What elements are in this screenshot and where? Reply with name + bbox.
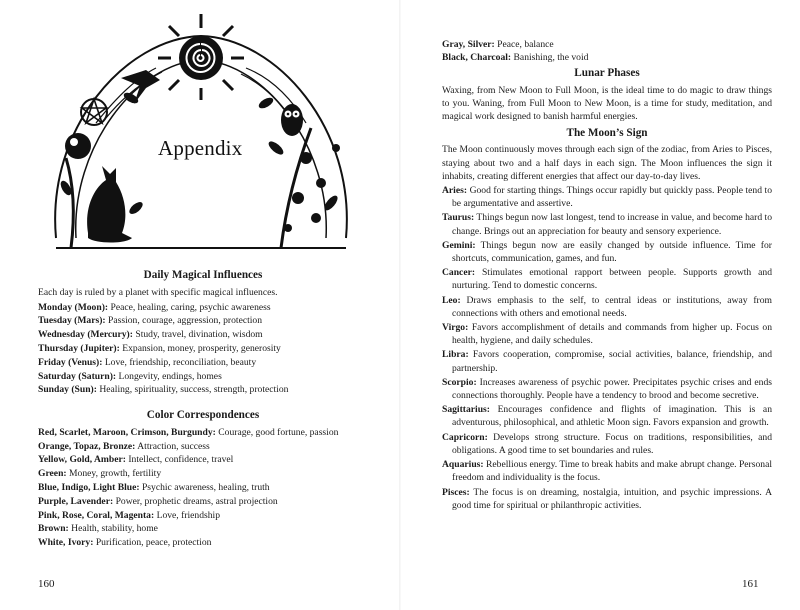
zodiac-item (442, 266, 772, 292)
day-label: Sunday (Sun): (38, 384, 97, 396)
lunar-phases-heading: Lunar Phases (574, 67, 640, 80)
zodiac-item (442, 403, 772, 429)
daily-list (38, 301, 368, 398)
zodiac-item (442, 376, 772, 402)
color-item (38, 522, 368, 536)
color-list (38, 426, 368, 550)
daily-influences-section (38, 266, 368, 397)
daily-influences-heading: Daily Magical Influences (143, 269, 263, 281)
color-correspondences-section (38, 406, 368, 550)
color-label: Yellow, Gold, Amber: (38, 454, 126, 466)
day-text: Passion, courage, aggression, protection (108, 315, 263, 327)
gray-black-list (442, 38, 772, 64)
day-item (38, 301, 368, 315)
day-text: Study, travel, divination, wisdom (135, 329, 263, 341)
zodiac-text: Things begun now last longest, tend to increase in value, and become hard to change. Brings out an appreciation for beauty and sensory experience. (452, 212, 772, 237)
color-label: Gray, Silver: (442, 39, 495, 50)
color-item (38, 509, 368, 523)
color-item (38, 481, 368, 495)
color-item (38, 426, 368, 440)
day-label: Friday (Venus): (38, 356, 103, 368)
zodiac-label: Virgo: (442, 322, 469, 334)
color-text: Money, growth, fertility (69, 468, 162, 480)
color-label: Orange, Topaz, Bronze: (38, 440, 136, 452)
zodiac-item (442, 486, 772, 512)
zodiac-label: Aries: (442, 185, 468, 197)
appendix-title: Appendix (158, 136, 243, 160)
page-number-right: 161 (742, 578, 759, 590)
color-item (38, 453, 368, 467)
color-label: Blue, Indigo, Light Blue: (38, 481, 140, 493)
day-item (38, 370, 368, 384)
zodiac-label: Sagittarius: (442, 404, 490, 416)
zodiac-item (442, 458, 772, 484)
day-label: Thursday (Jupiter): (38, 342, 120, 354)
day-item (38, 342, 368, 356)
color-item (442, 51, 772, 64)
day-text: Expansion, money, prosperity, generosity (122, 342, 281, 354)
zodiac-label: Taurus: (442, 212, 475, 224)
zodiac-label: Capricorn: (442, 431, 488, 443)
color-item (38, 536, 368, 550)
owl-icon (281, 104, 303, 136)
day-item (38, 383, 368, 397)
color-item (442, 38, 772, 51)
color-label: Purple, Lavender: (38, 495, 114, 507)
color-label: Brown: (38, 523, 69, 535)
color-item (38, 467, 368, 481)
zodiac-text: Favors accomplishment of details and commands from higher up. Focus on health, hygiene, and daily schedules. (452, 322, 772, 347)
day-label: Monday (Moon): (38, 301, 109, 313)
color-label: Red, Scarlet, Maroon, Crimson, Burgundy: (38, 426, 216, 438)
color-label: Black, Charcoal: (442, 52, 512, 64)
color-text: Courage, good fortune, passion (218, 426, 339, 438)
zodiac-label: Gemini: (442, 239, 476, 251)
color-label: Pink, Rose, Coral, Magenta: (38, 509, 155, 521)
color-text: Health, stability, home (71, 523, 158, 535)
color-item (38, 440, 368, 454)
page-number-left: 160 (38, 578, 55, 590)
zodiac-label: Scorpio: (442, 376, 477, 388)
color-text: Banishing, the void (513, 52, 589, 64)
zodiac-text: Encourages confidence and flights of imagination. This is an adventurous, philosophical, and athletic Moon sign. Favors expansion and growth. (452, 404, 772, 429)
zodiac-item (442, 431, 772, 457)
cat-icon (87, 166, 132, 243)
zodiac-label: Aquarius: (442, 459, 484, 471)
color-text: Purification, peace, protection (95, 537, 212, 549)
color-correspondences-heading: Color Correspondences (146, 409, 260, 421)
moon-orb-icon (65, 133, 91, 159)
day-label: Tuesday (Mars): (38, 315, 106, 327)
day-text: Love, friendship, reconciliation, beauty (104, 356, 257, 368)
color-label: Green: (38, 468, 67, 480)
zodiac-label: Libra: (442, 349, 469, 361)
moon-sign-list (442, 184, 772, 512)
appendix-woodcut-illustration (36, 8, 366, 258)
day-text: Peace, healing, caring, psychic awareness (110, 301, 271, 313)
right-column (442, 38, 772, 513)
color-text: Attraction, success (137, 440, 210, 452)
zodiac-text: Draws emphasis to the self, to central ideas or institutions, away from connections with others and emotional needs. (452, 294, 773, 319)
zodiac-text: Favors cooperation, compromise, social activities, balance, friendship, and partnership. (452, 349, 772, 374)
zodiac-text: Stimulates emotional rapport between people. Supports growth and nurturing. Tend to domestic concerns. (452, 267, 772, 292)
color-text: Intellect, confidence, travel (128, 454, 234, 466)
daily-intro: Each day is ruled by a planet with specific magical influences. (38, 286, 278, 298)
zodiac-text: Things begun now are easily changed by outside influence. Time for shortcuts, communication, games, and fun. (452, 239, 772, 265)
color-text: Peace, balance (497, 39, 554, 50)
zodiac-label: Leo: (442, 294, 461, 306)
moon-sign-heading: The Moon’s Sign (566, 127, 648, 140)
day-label: Wednesday (Mercury): (38, 329, 133, 341)
zodiac-item (442, 321, 772, 347)
zodiac-item (442, 239, 772, 265)
zodiac-text: Rebellious energy. Time to break habits and make abrupt change. Personal freedom and individuality is the focus. (452, 459, 772, 484)
zodiac-text: Develops strong structure. Focus on traditions, responsibilities, and obligations. A good time to set boundaries and rules. (452, 431, 772, 456)
color-text: Psychic awareness, healing, truth (141, 481, 270, 493)
day-text: Longevity, endings, homes (118, 370, 222, 382)
color-label: White, Ivory: (38, 537, 94, 549)
sun-icon (158, 14, 244, 100)
color-item (38, 495, 368, 509)
zodiac-text: The focus is on dreaming, nostalgia, intuition, and psychic impressions. A good time for spiritual or philanthropic activities. (452, 486, 772, 511)
zodiac-text: Good for starting things. Things occur rapidly but quickly pass. People tend to be argumentative and assertive. (452, 185, 772, 210)
zodiac-text: Increases awareness of psychic power. Precipitates psychic crises and ends connections thoroughly. People have a tendency to brood and become secretive. (452, 376, 772, 402)
day-item (38, 356, 368, 370)
zodiac-item (442, 294, 772, 320)
zodiac-item (442, 348, 772, 374)
zodiac-label: Cancer: (442, 267, 476, 279)
zodiac-item (442, 211, 772, 237)
day-item (38, 328, 368, 342)
day-label: Saturday (Saturn): (38, 370, 117, 382)
zodiac-item (442, 184, 772, 210)
moon-sign-intro: The Moon continuously moves through each sign of the zodiac, from Aries to Pisces, staying about two and a half days in each sign. The Moon influences the sign it inhabits, creating different energies that affect our day-to-day lives. (442, 144, 772, 182)
lunar-phases-text: Waxing, from New Moon to Full Moon, is the ideal time to do magic to draw things to you. Waning, from Full Moon to New Moon, is a time for study, meditation, and magical work designed to banish harmful energies. (442, 84, 772, 123)
day-item (38, 314, 368, 328)
color-text: Power, prophetic dreams, astral projection (115, 495, 278, 507)
color-text: Love, friendship (156, 509, 221, 521)
day-text: Healing, spirituality, success, strength, protection (99, 384, 289, 396)
zodiac-label: Pisces: (442, 486, 470, 498)
